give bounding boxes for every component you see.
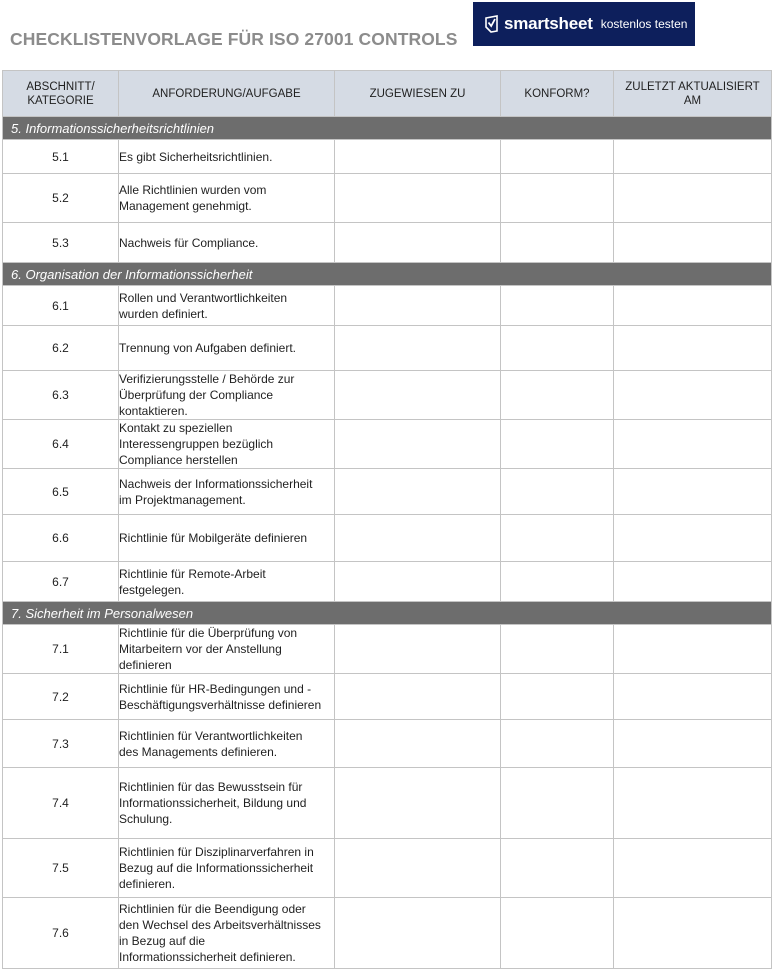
section-title: 7. Sicherheit im Personalwesen: [3, 602, 772, 625]
table-row: [3, 371, 772, 420]
requirement-text: Richtlinien für Verantwortlichkeiten des Managements definieren.: [119, 720, 335, 768]
assigned-cell[interactable]: [335, 674, 501, 720]
row-number: 7.5: [3, 839, 119, 898]
table-row: [3, 326, 772, 371]
assigned-cell[interactable]: [335, 898, 501, 969]
assigned-cell[interactable]: [335, 371, 501, 420]
table-row: [3, 420, 772, 469]
updated-cell[interactable]: [614, 515, 772, 562]
row-number: 6.4: [3, 420, 119, 469]
section-header-row: [3, 263, 772, 286]
row-number: 6.1: [3, 286, 119, 326]
table-row: [3, 625, 772, 674]
col-header-requirement: ANFORDERUNG/AUFGABE: [119, 71, 335, 117]
row-number: 7.4: [3, 768, 119, 839]
requirement-text: Richtlinie für Remote-Arbeit festgelegen.: [119, 562, 335, 602]
compliant-cell[interactable]: [501, 625, 614, 674]
compliant-cell[interactable]: [501, 371, 614, 420]
row-number: 7.2: [3, 674, 119, 720]
section-title: 6. Organisation der Informationssicherheit: [3, 263, 772, 286]
assigned-cell[interactable]: [335, 223, 501, 263]
compliant-cell[interactable]: [501, 768, 614, 839]
requirement-text: Nachweis der Informationssicherheit im Projektmanagement.: [119, 469, 335, 515]
assigned-cell[interactable]: [335, 469, 501, 515]
compliant-cell[interactable]: [501, 420, 614, 469]
table-row: [3, 286, 772, 326]
banner-brand: smartsheet: [504, 14, 593, 33]
compliant-cell[interactable]: [501, 223, 614, 263]
requirement-text: Richtlinie für HR-Bedingungen und - Beschäftigungsverhältnisse definieren: [119, 674, 335, 720]
table-header-row: [3, 71, 772, 117]
requirement-text: Richtlinien für die Beendigung oder den Wechsel des Arbeitsverhältnisses in Bezug auf die Informationssicherheit definieren.: [119, 898, 335, 969]
updated-cell[interactable]: [614, 174, 772, 223]
requirement-text: Alle Richtlinien wurden vom Management genehmigt.: [119, 174, 335, 223]
requirement-text: Richtlinien für Disziplinarverfahren in Bezug auf die Informationssicherheit definieren.: [119, 839, 335, 898]
requirement-text: Richtlinie für Mobilgeräte definieren: [119, 515, 335, 562]
section-title: 5. Informationssicherheitsrichtlinien: [3, 117, 772, 140]
assigned-cell[interactable]: [335, 326, 501, 371]
table-row: [3, 768, 772, 839]
updated-cell[interactable]: [614, 420, 772, 469]
updated-cell[interactable]: [614, 371, 772, 420]
row-number: 5.3: [3, 223, 119, 263]
row-number: 5.1: [3, 140, 119, 174]
assigned-cell[interactable]: [335, 286, 501, 326]
requirement-text: Verifizierungsstelle / Behörde zur Überprüfung der Compliance kontaktieren.: [119, 371, 335, 420]
table-row: [3, 174, 772, 223]
assigned-cell[interactable]: [335, 174, 501, 223]
smartsheet-trial-banner[interactable]: [473, 2, 695, 46]
compliant-cell[interactable]: [501, 720, 614, 768]
col-header-compliant: KONFORM?: [501, 71, 614, 117]
updated-cell[interactable]: [614, 898, 772, 969]
row-number: 6.6: [3, 515, 119, 562]
compliant-cell[interactable]: [501, 515, 614, 562]
row-number: 7.1: [3, 625, 119, 674]
table-row: [3, 140, 772, 174]
section-header-row: [3, 117, 772, 140]
row-number: 7.3: [3, 720, 119, 768]
assigned-cell[interactable]: [335, 839, 501, 898]
updated-cell[interactable]: [614, 839, 772, 898]
table-row: [3, 839, 772, 898]
compliant-cell[interactable]: [501, 898, 614, 969]
table-row: [3, 674, 772, 720]
updated-cell[interactable]: [614, 140, 772, 174]
requirement-text: Kontakt zu speziellen Interessengruppen bezüglich Compliance herstellen: [119, 420, 335, 469]
table-row: [3, 898, 772, 969]
col-header-assigned: ZUGEWIESEN ZU: [335, 71, 501, 117]
assigned-cell[interactable]: [335, 140, 501, 174]
compliant-cell[interactable]: [501, 326, 614, 371]
requirement-text: Richtlinien für das Bewusstsein für Informationssicherheit, Bildung und Schulung.: [119, 768, 335, 839]
row-number: 6.3: [3, 371, 119, 420]
requirement-text: Es gibt Sicherheitsrichtlinien.: [119, 140, 335, 174]
requirement-text: Nachweis für Compliance.: [119, 223, 335, 263]
compliant-cell[interactable]: [501, 839, 614, 898]
assigned-cell[interactable]: [335, 562, 501, 602]
table-row: [3, 223, 772, 263]
row-number: 5.2: [3, 174, 119, 223]
updated-cell[interactable]: [614, 223, 772, 263]
updated-cell[interactable]: [614, 768, 772, 839]
updated-cell[interactable]: [614, 469, 772, 515]
compliant-cell[interactable]: [501, 140, 614, 174]
requirement-text: Richtlinie für die Überprüfung von Mitarbeitern vor der Anstellung definieren: [119, 625, 335, 674]
requirement-text: Rollen und Verantwortlichkeiten wurden definiert.: [119, 286, 335, 326]
table-body: [3, 117, 772, 969]
updated-cell[interactable]: [614, 720, 772, 768]
table-row: [3, 515, 772, 562]
updated-cell[interactable]: [614, 562, 772, 602]
row-number: 6.7: [3, 562, 119, 602]
table-row: [3, 720, 772, 768]
assigned-cell[interactable]: [335, 420, 501, 469]
compliant-cell[interactable]: [501, 674, 614, 720]
assigned-cell[interactable]: [335, 625, 501, 674]
compliant-cell[interactable]: [501, 469, 614, 515]
section-header-row: [3, 602, 772, 625]
updated-cell[interactable]: [614, 674, 772, 720]
col-header-updated: ZULETZT AKTUALISIERT AM: [614, 71, 772, 117]
col-header-section: ABSCHNITT/ KATEGORIE: [3, 71, 119, 117]
compliant-cell[interactable]: [501, 174, 614, 223]
row-number: 7.6: [3, 898, 119, 969]
compliant-cell[interactable]: [501, 562, 614, 602]
assigned-cell[interactable]: [335, 720, 501, 768]
compliant-cell[interactable]: [501, 286, 614, 326]
requirement-text: Trennung von Aufgaben definiert.: [119, 326, 335, 371]
updated-cell[interactable]: [614, 286, 772, 326]
updated-cell[interactable]: [614, 625, 772, 674]
checklist-table: [2, 70, 772, 969]
table-row: [3, 562, 772, 602]
table-row: [3, 469, 772, 515]
row-number: 6.2: [3, 326, 119, 371]
banner-cta: kostenlos testen: [600, 17, 688, 31]
assigned-cell[interactable]: [335, 768, 501, 839]
row-number: 6.5: [3, 469, 119, 515]
smartsheet-logo-icon: [485, 15, 499, 33]
assigned-cell[interactable]: [335, 515, 501, 562]
page-title: CHECKLISTENVORLAGE FÜR ISO 27001 CONTROLS: [10, 29, 458, 49]
updated-cell[interactable]: [614, 326, 772, 371]
